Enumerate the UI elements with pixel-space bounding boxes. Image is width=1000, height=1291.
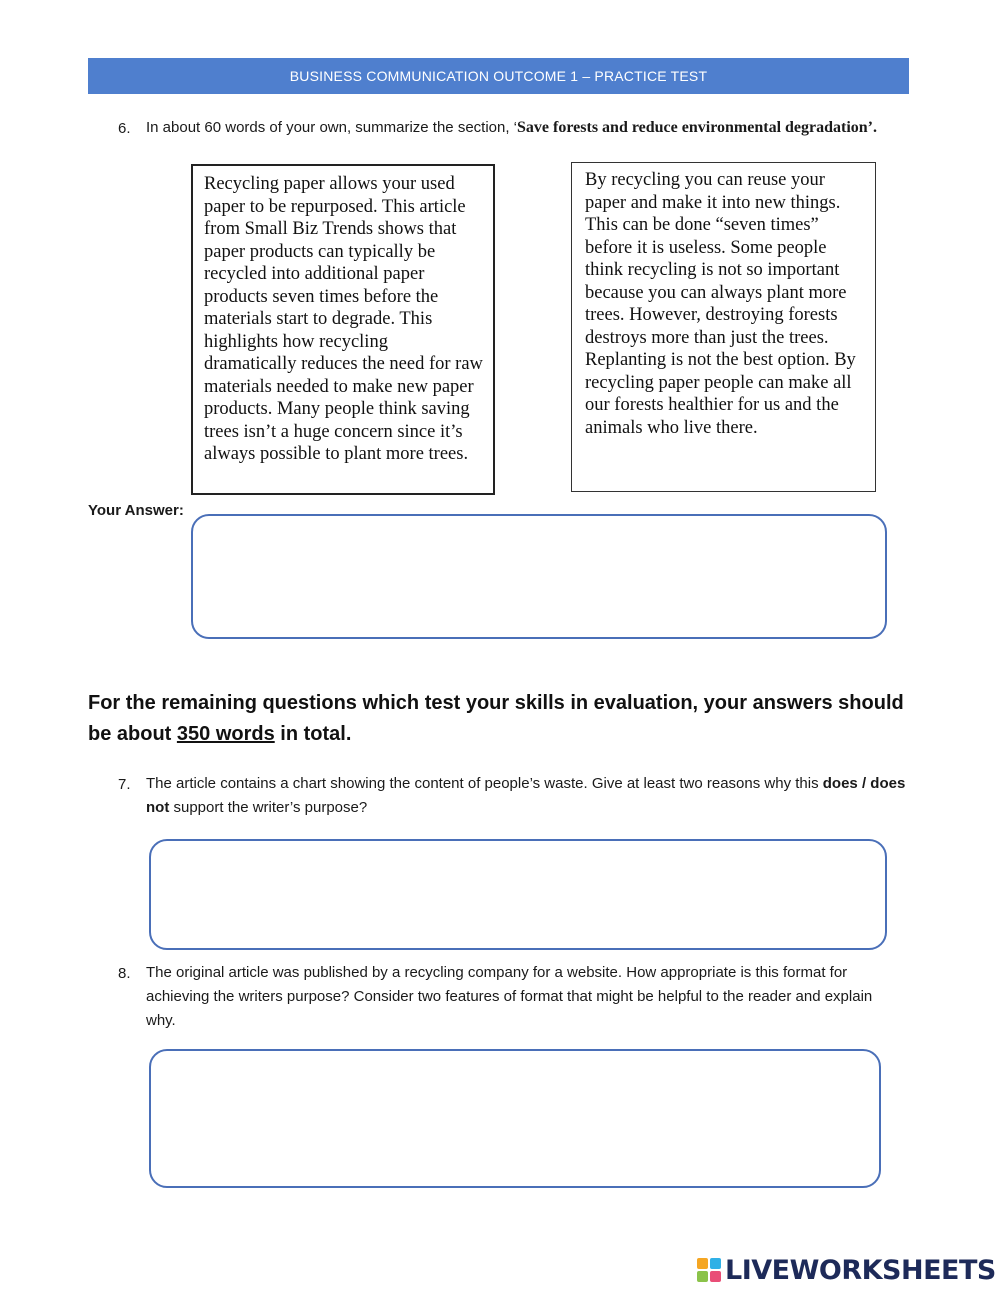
passage-original <box>191 164 495 495</box>
question-7-text-end: support the writer’s purpose? <box>169 799 368 816</box>
question-7-bold-choice: does / does not <box>146 775 906 816</box>
question-6-answer-box[interactable] <box>191 514 887 639</box>
question-7-text-start: The article contains a chart showing the content of people’s waste. Give at least two reasons why this <box>146 775 823 792</box>
question-8-answer-box[interactable] <box>149 1049 881 1188</box>
question-7-number: 7. <box>118 776 131 793</box>
question-8-number: 8. <box>118 965 131 982</box>
liveworksheets-logo-text: LIVEWORKSHEETS <box>725 1254 996 1286</box>
question-7-prompt <box>146 772 906 820</box>
question-7-answer-box[interactable] <box>149 839 887 950</box>
question-8-prompt: The original article was published by a recycling company for a website. How appropriate is this format for achieving the writers purpose? Consider two features of format that might be helpful to the reader and explain why. <box>146 964 873 1029</box>
passage-original-text: Recycling paper allows your used paper to be repurposed. This article from Small Biz Trends shows that paper products can typically be recycled into additional paper products seven times before the materials start to degrade. This highlights how recycling dramatically reduces the need for raw materials needed to make new paper products. Many people think saving trees isn’t a huge concern since it’s always possible to plant more trees. <box>204 174 483 464</box>
passage-summary-example <box>571 162 876 492</box>
question-6-prompt <box>146 116 886 140</box>
instructions-word-count: 350 words <box>176 723 275 745</box>
liveworksheets-logo-icon <box>697 1258 721 1282</box>
header-bar <box>88 58 909 94</box>
instructions-part-2: in total. <box>274 723 352 745</box>
header-title: BUSINESS COMMUNICATION OUTCOME 1 – PRACTICE TEST <box>289 68 708 84</box>
question-6-section-title: Save forests and reduce environmental degradation’. <box>517 119 878 136</box>
liveworksheets-logo <box>697 1253 996 1287</box>
passage-summary-example-text: By recycling you can reuse your paper and make it into new things. This can be done “seven times” before it is useless. Some people think recycling is not so important because you can always plant more trees. However, destroying forests destroys more than just the trees. Replanting is not the best option. By recycling paper people can make all our forests healthier for us and the animals who live there. <box>585 170 856 438</box>
your-answer-label: Your Answer: <box>88 502 184 519</box>
question-6-number: 6. <box>118 120 131 137</box>
instructions-part-1: For the remaining questions which test your skills in evaluation, your answers should be about <box>88 692 904 745</box>
evaluation-instructions <box>88 688 918 750</box>
question-6-prompt-text: In about 60 words of your own, summarize the section, ‘ <box>146 119 518 136</box>
